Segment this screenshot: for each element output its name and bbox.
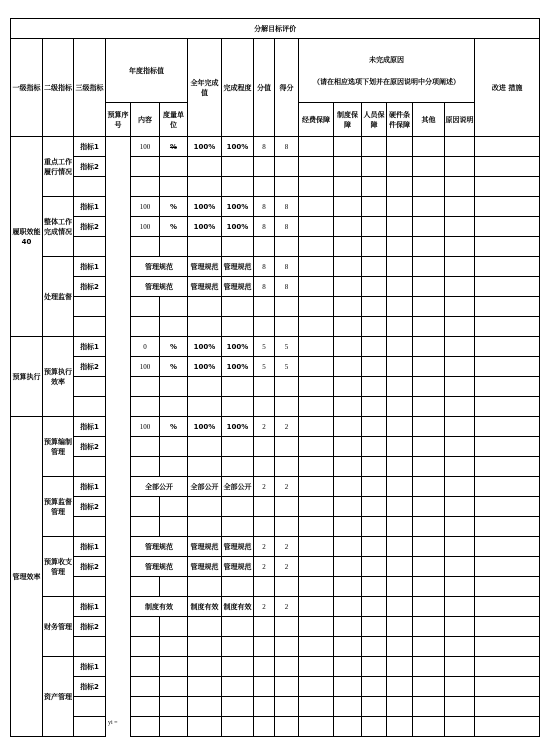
score-got-cell: 8 [275,137,299,157]
indicator-label: 指标1 [74,257,106,277]
content-cell: 管理规范 [131,557,188,577]
header-unit: 度量单位 [160,103,188,137]
unit-cell: % [169,142,177,151]
score-got-cell: 2 [275,417,299,437]
indicator-label: 指标1 [74,417,106,437]
completion-cell: 100% [222,197,254,217]
budget-no-column [106,137,131,737]
score-got-cell: 5 [275,337,299,357]
score-got-cell: 8 [275,197,299,217]
subgroup-budget-efficiency: 预算执行效率 [43,337,74,417]
subgroup-key-work: 重点工作履行情况 [43,137,74,197]
indicator-label: 指标2 [74,677,106,697]
indicator-label: 指标1 [74,537,106,557]
indicator-label: 指标2 [74,617,106,637]
score-value-cell: 2 [254,417,275,437]
indicator-label: 指标2 [74,277,106,297]
header-hardware: 硬件条件保障 [387,103,413,137]
score-value-cell: 8 [254,217,275,237]
completion-cell: 制度有效 [222,597,254,617]
score-got-cell: 2 [275,557,299,577]
content-cell: 100 [131,217,160,237]
score-got-cell: 8 [275,277,299,297]
header-content: 内容 [131,103,160,137]
completion-cell: 100% [222,417,254,437]
content-cell: 0 [131,337,160,357]
indicator-label: 指标2 [74,157,106,177]
score-value-cell: 8 [254,137,275,157]
content-cell: 100 [131,137,160,157]
score-value-cell: 5 [254,357,275,377]
content-cell: 管理规范 [131,537,188,557]
completion-cell: 100% [222,357,254,377]
content-cell: 全部公开 [131,477,188,497]
full-year-cell: 100% [188,357,222,377]
subgroup-budget-supervision: 预算监督管理 [43,477,74,537]
unit-cell: % [160,357,188,377]
content-cell: 100 [131,357,160,377]
subgroup-revenue-expense: 预算收支管理 [43,537,74,597]
score-got-cell: 5 [275,357,299,377]
unit-cell: % [160,337,188,357]
footer-mark: yi = [108,720,118,726]
subgroup-overall-work: 整体工作完成情况 [43,197,74,257]
score-value-cell: 8 [254,257,275,277]
indicator-label: 指标1 [74,597,106,617]
group-performance: 履职效能40 [11,137,43,337]
score-got-cell: 8 [275,217,299,237]
full-year-cell: 100% [188,137,222,157]
score-got-cell: 2 [275,537,299,557]
header-level3: 三级指标 [74,39,106,137]
header-other: 其他 [413,103,445,137]
content-cell: 制度有效 [131,597,188,617]
header-funds: 经费保障 [299,103,334,137]
completion-cell: 100% [222,137,254,157]
score-value-cell: 8 [254,277,275,297]
indicator-label: 指标1 [74,197,106,217]
completion-cell: 100% [222,217,254,237]
score-value-cell: 2 [254,557,275,577]
incomplete-reason-note: （请在相应选项下划并在原因说明中分项阐述） [313,77,460,86]
subgroup-supervision: 处理监督 [43,257,74,337]
score-got-cell: 2 [275,597,299,617]
header-full-year: 全年完成值 [188,39,222,137]
subgroup-budget-compilation: 预算编制管理 [43,417,74,477]
header-score-got: 得分 [275,39,299,137]
unit-cell: % [160,217,188,237]
score-value-cell: 2 [254,537,275,557]
score-value-cell: 2 [254,477,275,497]
full-year-cell: 100% [188,337,222,357]
header-staff: 人员保障 [362,103,387,137]
header-reason-desc: 原因说明 [445,103,475,137]
header-budget-no: 预算序号 [106,103,131,137]
score-value-cell: 2 [254,597,275,617]
indicator-label: 指标2 [74,357,106,377]
indicator-label: 指标1 [74,337,106,357]
indicator-label: 指标2 [74,437,106,457]
full-year-cell: 100% [188,217,222,237]
subgroup-assets: 资产管理 [43,657,74,737]
content-cell: 管理规范 [131,257,188,277]
full-year-cell: 管理规范 [188,257,222,277]
completion-cell: 管理规范 [222,257,254,277]
group-management-efficiency: 管理效率 [11,417,43,737]
header-annual-target: 年度指标值 [106,39,188,103]
content-cell: 100 [131,417,160,437]
score-value-cell: 8 [254,197,275,217]
full-year-cell: 管理规范 [188,557,222,577]
score-got-cell: 2 [275,477,299,497]
unit-cell: % [160,197,188,217]
indicator-label: 指标1 [74,137,106,157]
table-title: 分解目标评价 [11,19,540,39]
header-improvement: 改进 措施 [475,39,540,137]
completion-cell: 100% [222,337,254,357]
indicator-label: 指标2 [74,497,106,517]
score-value-cell: 5 [254,337,275,357]
evaluation-table [10,18,540,737]
header-level2: 二级指标 [43,39,74,137]
content-cell: 管理规范 [131,277,188,297]
full-year-cell: 100% [188,197,222,217]
indicator-label: 指标1 [74,657,106,677]
full-year-cell: 全部公开 [188,477,222,497]
score-got-cell: 8 [275,257,299,277]
full-year-cell: 100% [188,417,222,437]
completion-cell: 管理规范 [222,277,254,297]
header-level1: 一级指标 [11,39,43,137]
subgroup-finance: 财务管理 [43,597,74,657]
header-completion: 完成程度 [222,39,254,137]
indicator-label: 指标2 [74,557,106,577]
full-year-cell: 管理规范 [188,277,222,297]
completion-cell: 管理规范 [222,557,254,577]
full-year-cell: 管理规范 [188,537,222,557]
header-incomplete-reason [299,39,475,103]
content-cell: 100 [131,197,160,217]
full-year-cell: 制度有效 [188,597,222,617]
unit-cell: % [160,417,188,437]
header-system: 制度保障 [334,103,362,137]
completion-cell: 全部公开 [222,477,254,497]
indicator-label: 指标1 [74,477,106,497]
indicator-label: 指标2 [74,217,106,237]
header-score-value: 分值 [254,39,275,137]
group-budget-execution: 预算执行 [11,337,43,417]
completion-cell: 管理规范 [222,537,254,557]
incomplete-reason-title: 未完成原因 [369,55,404,64]
